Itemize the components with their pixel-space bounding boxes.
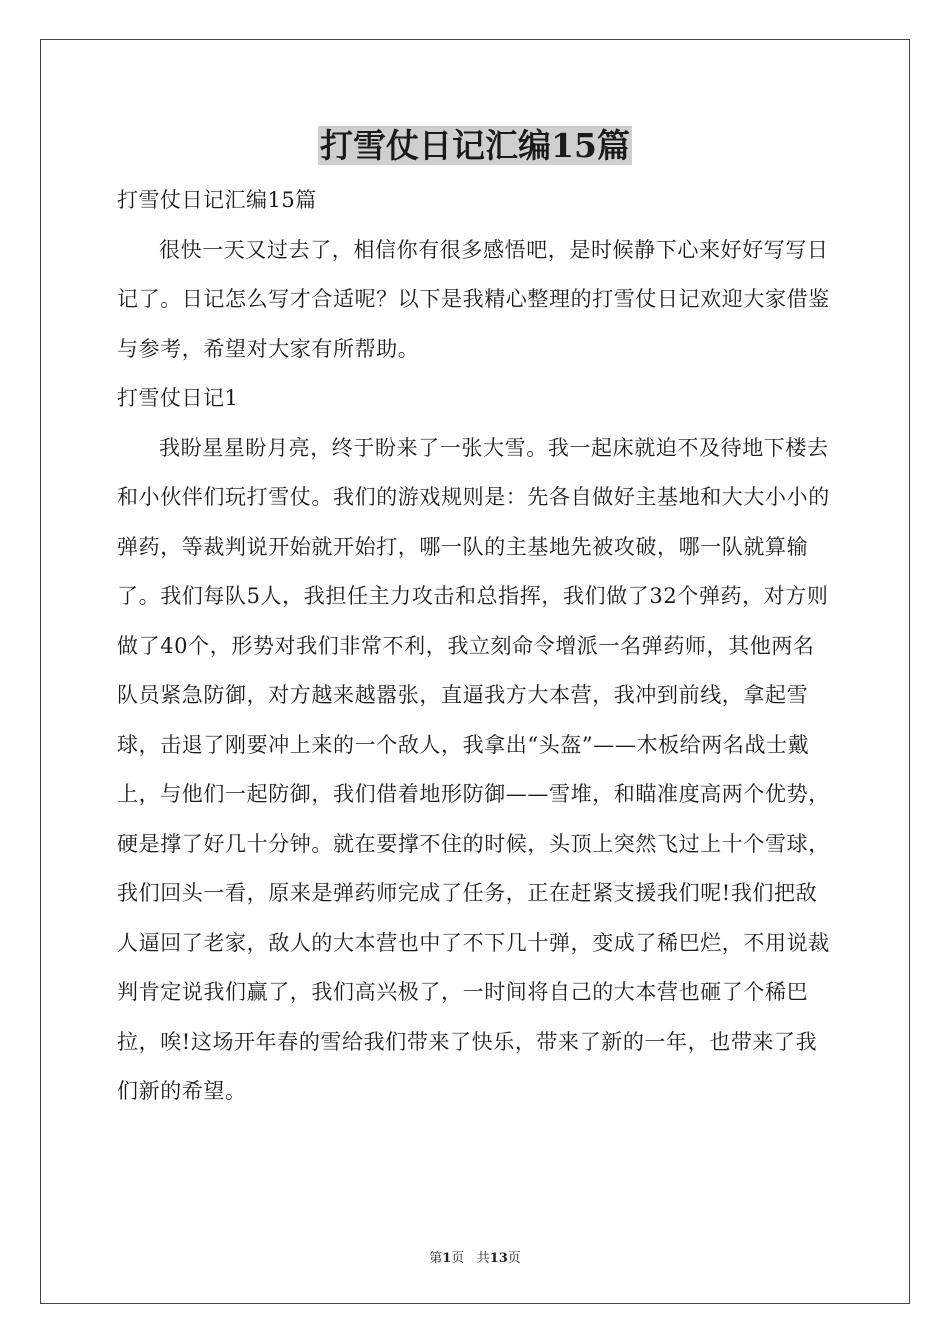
document-title-text: 打雪仗日记汇编15篇 — [320, 126, 630, 165]
footer-page-number: 1 — [442, 1251, 452, 1266]
footer-prefix: 第 — [429, 1251, 443, 1266]
page-footer — [0, 1247, 950, 1266]
body-paragraph: 我盼星星盼月亮，终于盼来了一张大雪。我一起床就迫不及待地下楼去和小伙伴们玩打雪仗。我们的游戏规则是：先各自做好主基地和大大小小的弹药，等裁判说开始就开始打，哪一队的主基地先被攻破，哪一队就算输了。我们每队5人，我担任主力攻击和总指挥，我们做了32个弹药，对方则做了40个，形势对我们非常不利，我立刻命令增派一名弹药师，其他两名队员紧急防御，对方越来越嚣张，直逼我方大本营，我冲到前线，拿起雪球，击退了刚要冲上来的一个敌人，我拿出“头盔”——木板给两名战士戴上，与他们一起防御，我们借着地形防御——雪堆，和瞄准度高两个优势，硬是撑了好几十分钟。就在要撑不住的时候，头顶上突然飞过上十个雪球，我们回头一看，原来是弹药师完成了任务，正在赶紧支援我们呢!我们把敌人逼回了老家，敌人的大本营也中了不下几十弹，变成了稀巴烂，不用说裁判肯定说我们赢了，我们高兴极了，一时间将自己的大本营也砸了个稀巴拉，唉!这场开年春的雪给我们带来了快乐，带来了新的一年，也带来了我们新的希望。 — [117, 435, 830, 1103]
footer-total-suffix: 页 — [507, 1251, 521, 1266]
document-title — [0, 122, 950, 170]
footer-total-prefix: 共 — [476, 1251, 490, 1266]
footer-page-suffix: 页 — [451, 1251, 465, 1266]
intro-paragraph: 很快一天又过去了，相信你有很多感悟吧，是时候静下心来好好写写日记了。日记怎么写才合适呢？以下是我精心整理的打雪仗日记欢迎大家借鉴与参考，希望对大家有所帮助。 — [117, 237, 830, 361]
document-body — [117, 176, 833, 1117]
section-heading: 打雪仗日记1 — [117, 386, 239, 410]
footer-total-pages: 13 — [489, 1251, 508, 1266]
subtitle: 打雪仗日记汇编15篇 — [117, 188, 317, 212]
